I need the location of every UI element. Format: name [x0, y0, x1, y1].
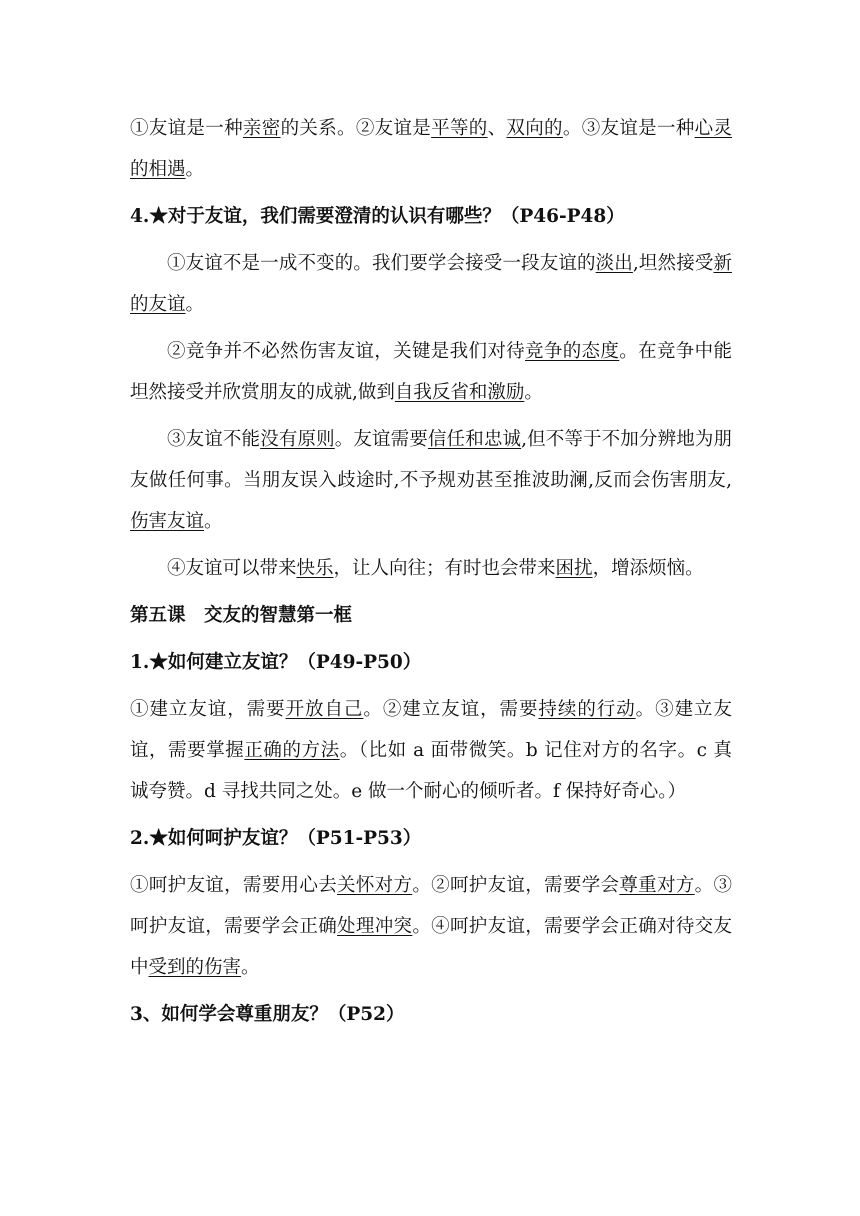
key-term: 困扰: [555, 558, 593, 579]
text-run: 、: [487, 118, 507, 139]
key-term: 竞争的态度: [525, 341, 620, 362]
text-run: 4.★对于友谊，我们需要澄清的认识有哪些？（P46-P48）: [130, 206, 625, 227]
text-run: ,但不等于不加分辨地为朋友做任何事。当朋友误入歧途时,不予规劝甚至推波助澜,反而会伤害朋友,: [130, 429, 732, 491]
text-run: 。: [185, 294, 205, 315]
body-paragraph: [130, 689, 732, 812]
section-heading: [130, 642, 732, 683]
key-term: 快乐: [296, 558, 334, 579]
section-heading: [130, 196, 732, 237]
text-run: 。②建立友谊，需要: [363, 699, 539, 720]
text-run: ②竞争并不必然伤害友谊，关键是我们对待: [167, 341, 526, 362]
text-run: 。（比如 a 面带微笑。b 记住对方的名字。c 真诚夸赞。d 寻找共同之处。e 做一个耐心的倾听者。f 保持好奇心。）: [130, 740, 732, 802]
text-run: ①建立友谊，需要: [130, 699, 286, 720]
key-term: 自我反省和激励: [394, 382, 525, 403]
body-paragraph: [130, 548, 732, 589]
key-term: 持续的行动: [538, 699, 636, 720]
document-page: [130, 108, 732, 1035]
key-term: 尊重对方: [619, 875, 695, 896]
text-run: 。友谊需要: [334, 429, 428, 450]
key-term: 正确的方法: [244, 740, 340, 761]
text-run: 2.★如何呵护友谊？（P51-P53）: [130, 828, 422, 849]
text-run: 的关系。②友谊是: [280, 118, 432, 139]
section-heading: [130, 818, 732, 859]
section-heading: [130, 994, 732, 1035]
body-paragraph: [130, 108, 732, 190]
body-paragraph: [130, 331, 732, 413]
key-term: 伤害友谊: [130, 511, 205, 532]
text-run: 。在竞争中能坦然接受并欣赏朋友的成就,做到: [130, 341, 732, 403]
text-run: 。③友谊是一种: [562, 118, 695, 139]
text-run: ,坦然接受: [632, 253, 714, 274]
text-run: 3、如何学会尊重朋友？（P52）: [130, 1004, 405, 1025]
key-term: 双向的: [506, 118, 563, 139]
key-term: 开放自己: [285, 699, 364, 720]
key-term: 心灵的相遇: [130, 118, 732, 180]
text-run: ①呵护友谊，需要用心去: [130, 875, 338, 896]
key-term: 淡出: [595, 253, 633, 274]
text-run: 。②呵护友谊，需要学会: [412, 875, 620, 896]
text-run: ，让人向往；有时也会带来: [333, 558, 556, 579]
text-run: 1.★如何建立友谊？（P49-P50）: [130, 652, 422, 673]
section-heading: [130, 595, 732, 636]
text-run: ③友谊不能: [167, 429, 261, 450]
body-paragraph: [130, 243, 732, 325]
text-run: ①友谊不是一成不变的。我们要学会接受一段友谊的: [167, 253, 596, 274]
text-run: ①友谊是一种: [130, 118, 243, 139]
text-run: 。: [241, 957, 260, 978]
text-run: ，增添烦恼。: [592, 558, 704, 579]
key-term: 关怀对方: [337, 875, 413, 896]
text-run: ④友谊可以带来: [167, 558, 297, 579]
key-term: 平等的: [431, 118, 488, 139]
text-run: 。: [524, 382, 543, 403]
text-run: 。: [204, 511, 223, 532]
key-term: 信任和忠诚: [427, 429, 522, 450]
text-run: 。: [185, 159, 205, 180]
body-paragraph: [130, 865, 732, 988]
text-run: 。③呵护友谊，需要学会正确: [130, 875, 732, 937]
key-term: 没有原则: [260, 429, 335, 450]
text-run: 。③建立友谊，需要掌握: [130, 699, 732, 761]
body-paragraph: [130, 419, 732, 542]
text-run: 第五课 交友的智慧第一框: [130, 605, 353, 626]
key-term: 受到的伤害: [148, 957, 242, 978]
key-term: 亲密: [242, 118, 281, 139]
key-term: 处理冲突: [337, 916, 413, 937]
key-term: 新的友谊: [130, 253, 732, 315]
text-run: 。④呵护友谊，需要学会正确对待交友中: [130, 916, 732, 978]
